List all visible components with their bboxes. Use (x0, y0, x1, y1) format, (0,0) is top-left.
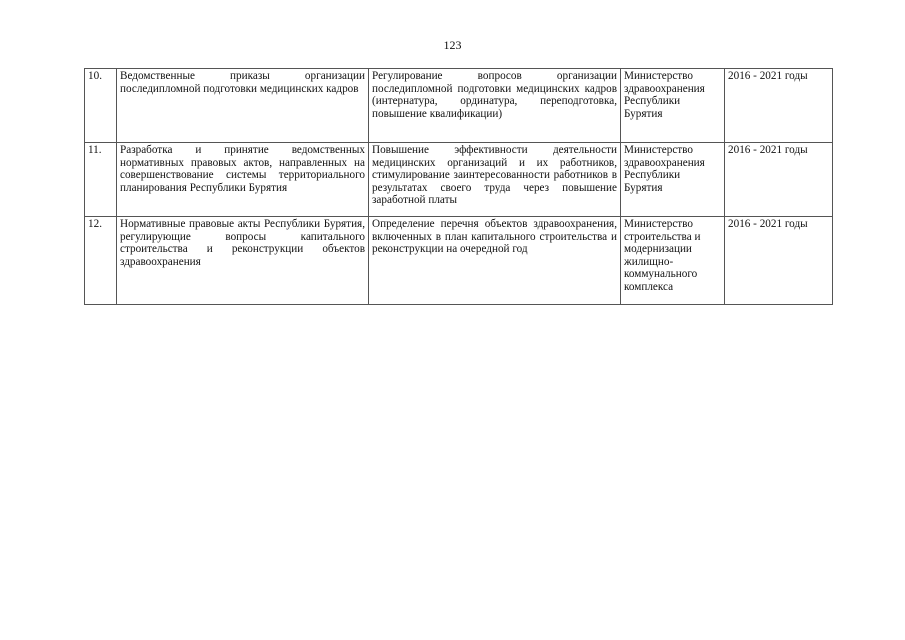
row-number: 10. (85, 69, 117, 143)
executor-cell: Министерство здравоохранения Республики Бурятия (621, 143, 725, 217)
measure-cell: Разработка и принятие ведомственных нормативных правовых актов, направленных на совершенствование системы территориального планирования Республики Бурятия (117, 143, 369, 217)
goal-cell: Повышение эффективности деятельности медицинских организаций и их работников, стимулирование заинтересованности работников в результатах своего труда через повышение заработной платы (369, 143, 621, 217)
table-row (85, 69, 833, 143)
period-cell: 2016 - 2021 годы (725, 143, 833, 217)
executor-cell: Министерство строительства и модернизации жилищно-коммунального комплекса (621, 217, 725, 305)
row-number: 12. (85, 217, 117, 305)
period-cell: 2016 - 2021 годы (725, 69, 833, 143)
goal-cell: Определение перечня объектов здравоохранения, включенных в план капитального строительства и реконструкции на очередной год (369, 217, 621, 305)
row-number: 11. (85, 143, 117, 217)
period-cell: 2016 - 2021 годы (725, 217, 833, 305)
measures-table (84, 68, 833, 305)
table-row (85, 143, 833, 217)
executor-cell: Министерство здравоохранения Республики Бурятия (621, 69, 725, 143)
table-row (85, 217, 833, 305)
page-number: 123 (443, 38, 462, 52)
measure-cell: Ведомственные приказы организации последипломной подготовки медицинских кадров (117, 69, 369, 143)
measure-cell: Нормативные правовые акты Республики Бурятия, регулирующие вопросы капитального строительства и реконструкции объектов здравоохранения (117, 217, 369, 305)
goal-cell: Регулирование вопросов организации последипломной подготовки медицинских кадров (интернатура, ординатура, переподготовка, повышение квалификации) (369, 69, 621, 143)
